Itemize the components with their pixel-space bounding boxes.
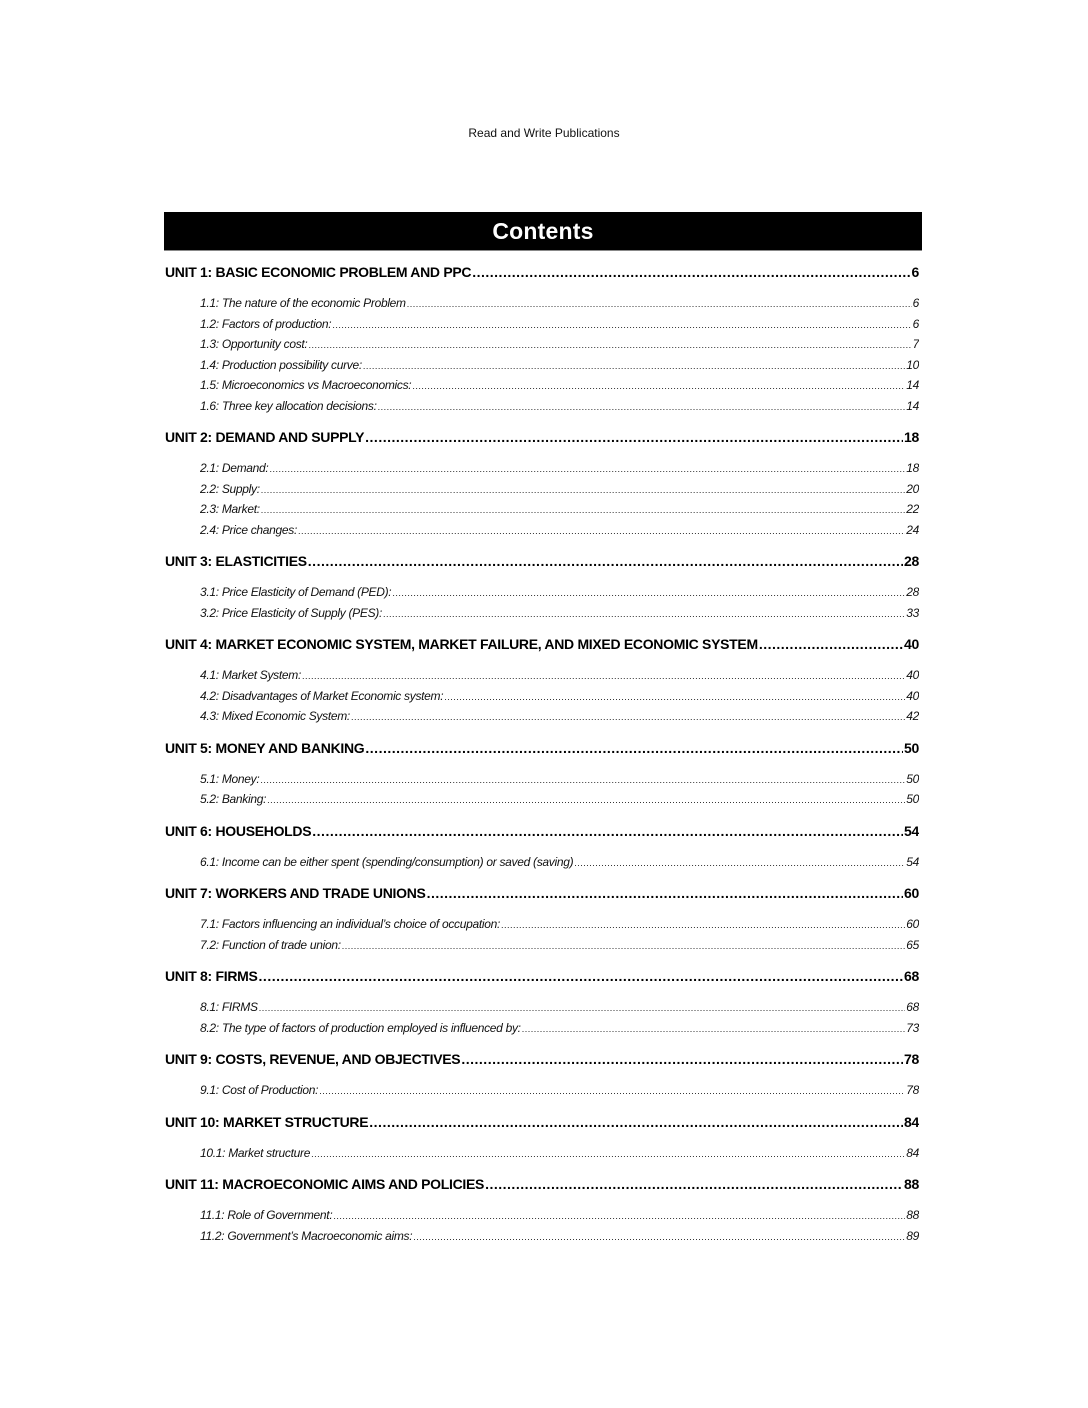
dot-leader: [269, 458, 905, 479]
dot-leader: [392, 582, 905, 603]
section-title: 11.1: Role of Government:: [200, 1208, 333, 1222]
dot-leader: [332, 314, 911, 335]
unit-title: UNIT 8: FIRMS: [165, 968, 258, 984]
toc-unit-entry[interactable]: [165, 738, 919, 758]
toc-section-entry[interactable]: [200, 499, 919, 520]
dot-leader: [413, 1226, 905, 1247]
unit-title: UNIT 10: MARKET STRUCTURE: [165, 1113, 369, 1130]
page-number: 22: [906, 502, 919, 516]
dot-leader: [501, 914, 905, 935]
dot-leader: [363, 355, 905, 376]
page-number: 14: [906, 378, 919, 392]
dot-leader: [298, 520, 905, 541]
dot-leader: [365, 738, 903, 758]
toc-unit-entry[interactable]: [165, 821, 919, 841]
section-title: 7.2: Function of trade union:: [200, 937, 341, 952]
unit-title: UNIT 9: COSTS, REVENUE, AND OBJECTIVES: [165, 1051, 461, 1067]
dot-leader: [260, 769, 905, 790]
toc-section-entry[interactable]: [200, 997, 919, 1018]
dot-leader: [378, 396, 906, 417]
page-number: 84: [904, 1113, 919, 1130]
section-title: 3.1: Price Elasticity of Demand (PED):: [200, 585, 392, 599]
page-number: 60: [904, 885, 919, 901]
unit-title: UNIT 6: HOUSEHOLDS: [165, 822, 312, 839]
toc-unit: [165, 883, 919, 955]
section-title: 6.1: Income can be either spent (spending/consumption) or saved (saving): [200, 854, 574, 869]
toc-unit-entry[interactable]: [165, 1049, 919, 1069]
page-number: 28: [906, 585, 919, 599]
page-number: 33: [906, 605, 919, 620]
section-title: 5.1: Money:: [200, 771, 260, 786]
dot-leader: [261, 499, 905, 520]
toc-section-entry[interactable]: [200, 686, 919, 707]
dot-leader: [472, 262, 910, 282]
page-number: 73: [906, 1020, 919, 1035]
page-number: 89: [906, 1228, 919, 1243]
dot-leader: [311, 1143, 905, 1164]
section-title: 5.2: Banking:: [200, 792, 267, 806]
dot-leader: [319, 1080, 905, 1101]
page-number: 68: [906, 1000, 919, 1014]
toc-section-entry[interactable]: [200, 375, 919, 396]
toc-section-entry[interactable]: [200, 458, 919, 479]
toc-section-entry[interactable]: [200, 1205, 919, 1226]
section-title: 10.1: Market structure: [200, 1145, 311, 1160]
toc-section-entry[interactable]: [200, 293, 919, 314]
unit-title: UNIT 3: ELASTICITIES: [165, 553, 307, 569]
dot-leader: [302, 665, 905, 686]
dot-leader: [308, 551, 903, 571]
page-number: 50: [906, 771, 919, 786]
page-number: 65: [906, 937, 919, 952]
page-number: 60: [906, 917, 919, 931]
section-title: 2.4: Price changes:: [200, 522, 298, 537]
toc-section-entry[interactable]: [200, 852, 919, 873]
page-number: 50: [906, 792, 919, 806]
toc-unit-entry[interactable]: [165, 966, 919, 986]
toc-section-entry[interactable]: [200, 789, 919, 810]
page-number: 88: [906, 1208, 919, 1222]
dot-leader: [308, 334, 911, 355]
unit-title: UNIT 1: BASIC ECONOMIC PROBLEM AND PPC: [165, 264, 472, 280]
unit-title: UNIT 11: MACROECONOMIC AIMS AND POLICIES: [165, 1176, 485, 1192]
toc-section-entry[interactable]: [200, 355, 919, 376]
dot-leader: [759, 634, 903, 654]
section-title: 1.6: Three key allocation decisions:: [200, 398, 377, 413]
dot-leader: [522, 1018, 906, 1039]
toc-unit: [165, 551, 919, 623]
toc-section-entry[interactable]: [200, 334, 919, 355]
page-number: 54: [904, 822, 919, 839]
toc-section-entry[interactable]: [200, 665, 919, 686]
toc-unit: [165, 966, 919, 1038]
section-title: 2.1: Demand:: [200, 461, 269, 475]
page-number: 40: [904, 636, 919, 652]
page-number: 24: [906, 522, 919, 537]
page-number: 18: [904, 429, 919, 445]
section-title: 2.2: Supply:: [200, 481, 260, 496]
section-title: 4.1: Market System:: [200, 668, 301, 682]
section-title: 8.1: FIRMS: [200, 1000, 258, 1014]
page-number: 54: [906, 854, 919, 869]
toc-unit: [165, 1049, 919, 1101]
toc-unit: [165, 1112, 919, 1164]
unit-title: UNIT 4: MARKET ECONOMIC SYSTEM, MARKET FAILURE, AND MIXED ECONOMIC SYSTEM: [165, 636, 758, 652]
publisher-header: Read and Write Publications: [468, 126, 620, 140]
toc-unit: [165, 262, 919, 416]
page-number: 14: [906, 398, 919, 413]
unit-title: UNIT 5: MONEY AND BANKING: [165, 739, 365, 756]
toc-section-entry[interactable]: [200, 603, 919, 624]
toc-section-entry[interactable]: [200, 914, 919, 935]
dot-leader: [485, 1174, 903, 1194]
table-of-contents: [165, 262, 919, 1257]
toc-section-entry[interactable]: [200, 479, 919, 500]
dot-leader: [267, 789, 905, 810]
section-title: 1.4: Production possibility curve:: [200, 357, 362, 372]
page-number: 40: [906, 688, 919, 703]
dot-leader: [312, 821, 903, 841]
page-number: 50: [904, 739, 919, 756]
dot-leader: [365, 427, 903, 447]
dot-leader: [407, 293, 912, 314]
section-title: 1.3: Opportunity cost:: [200, 337, 308, 351]
toc-unit: [165, 427, 919, 540]
section-title: 1.1: The nature of the economic Problem: [200, 296, 406, 310]
toc-section-entry[interactable]: [200, 769, 919, 790]
contents-title-bar: [164, 212, 922, 251]
toc-unit: [165, 634, 919, 727]
dot-leader: [342, 935, 906, 956]
toc-section-entry[interactable]: [200, 935, 919, 956]
toc-section-entry[interactable]: [200, 1080, 919, 1101]
toc-unit-entry[interactable]: [165, 262, 919, 282]
section-title: 9.1: Cost of Production:: [200, 1083, 319, 1097]
toc-unit: [165, 738, 919, 810]
page-number: 7: [912, 337, 919, 351]
page-number: 20: [906, 481, 919, 496]
dot-leader: [574, 852, 905, 873]
toc-unit: [165, 1174, 919, 1246]
unit-title: UNIT 2: DEMAND AND SUPPLY: [165, 429, 365, 445]
dot-leader: [259, 966, 903, 986]
dot-leader: [444, 686, 905, 707]
page-number: 10: [906, 357, 919, 372]
page-number: 40: [906, 668, 919, 682]
page-number: 88: [904, 1176, 919, 1192]
dot-leader: [383, 603, 905, 624]
toc-unit-entry[interactable]: [165, 551, 919, 571]
section-title: 2.3: Market:: [200, 502, 260, 516]
dot-leader: [412, 375, 905, 396]
toc-section-entry[interactable]: [200, 1143, 919, 1164]
section-title: 1.5: Microeconomics vs Macroeconomics:: [200, 378, 412, 392]
page-number: 18: [906, 461, 919, 475]
dot-leader: [461, 1049, 903, 1069]
section-title: 1.2: Factors of production:: [200, 316, 332, 331]
page-number: 28: [904, 553, 919, 569]
page-number: 6: [912, 296, 919, 310]
toc-section-entry[interactable]: [200, 1018, 919, 1039]
page-number: 84: [906, 1145, 919, 1160]
section-title: 4.3: Mixed Economic System:: [200, 709, 350, 723]
section-title: 3.2: Price Elasticity of Supply (PES):: [200, 605, 383, 620]
toc-section-entry[interactable]: [200, 1226, 919, 1247]
section-title: 7.1: Factors influencing an individual’s choice of occupation:: [200, 917, 501, 931]
toc-unit-entry[interactable]: [165, 1174, 919, 1194]
page-number: 78: [906, 1083, 919, 1097]
toc-unit-entry[interactable]: [165, 634, 919, 654]
dot-leader: [369, 1112, 903, 1132]
page-number: 6: [912, 316, 919, 331]
section-title: 8.2: The type of factors of production employed is influenced by:: [200, 1020, 521, 1035]
toc-section-entry[interactable]: [200, 314, 919, 335]
dot-leader: [427, 883, 903, 903]
toc-section-entry[interactable]: [200, 582, 919, 603]
page-number: 78: [904, 1051, 919, 1067]
toc-unit: [165, 821, 919, 873]
toc-unit-entry[interactable]: [165, 1112, 919, 1132]
toc-unit-entry[interactable]: [165, 883, 919, 903]
page-title: Contents: [492, 217, 594, 244]
unit-title: UNIT 7: WORKERS AND TRADE UNIONS: [165, 885, 426, 901]
dot-leader: [351, 706, 905, 727]
toc-section-entry[interactable]: [200, 520, 919, 541]
dot-leader: [261, 479, 905, 500]
dot-leader: [333, 1205, 905, 1226]
section-title: 11.2: Government’s Macroeconomic aims:: [200, 1228, 413, 1243]
dot-leader: [259, 997, 906, 1018]
section-title: 4.2: Disadvantages of Market Economic system:: [200, 688, 444, 703]
page-number: 68: [904, 968, 919, 984]
toc-unit-entry[interactable]: [165, 427, 919, 447]
page-number: 42: [906, 709, 919, 723]
page-number: 6: [911, 264, 919, 280]
toc-section-entry[interactable]: [200, 706, 919, 727]
toc-section-entry[interactable]: [200, 396, 919, 417]
